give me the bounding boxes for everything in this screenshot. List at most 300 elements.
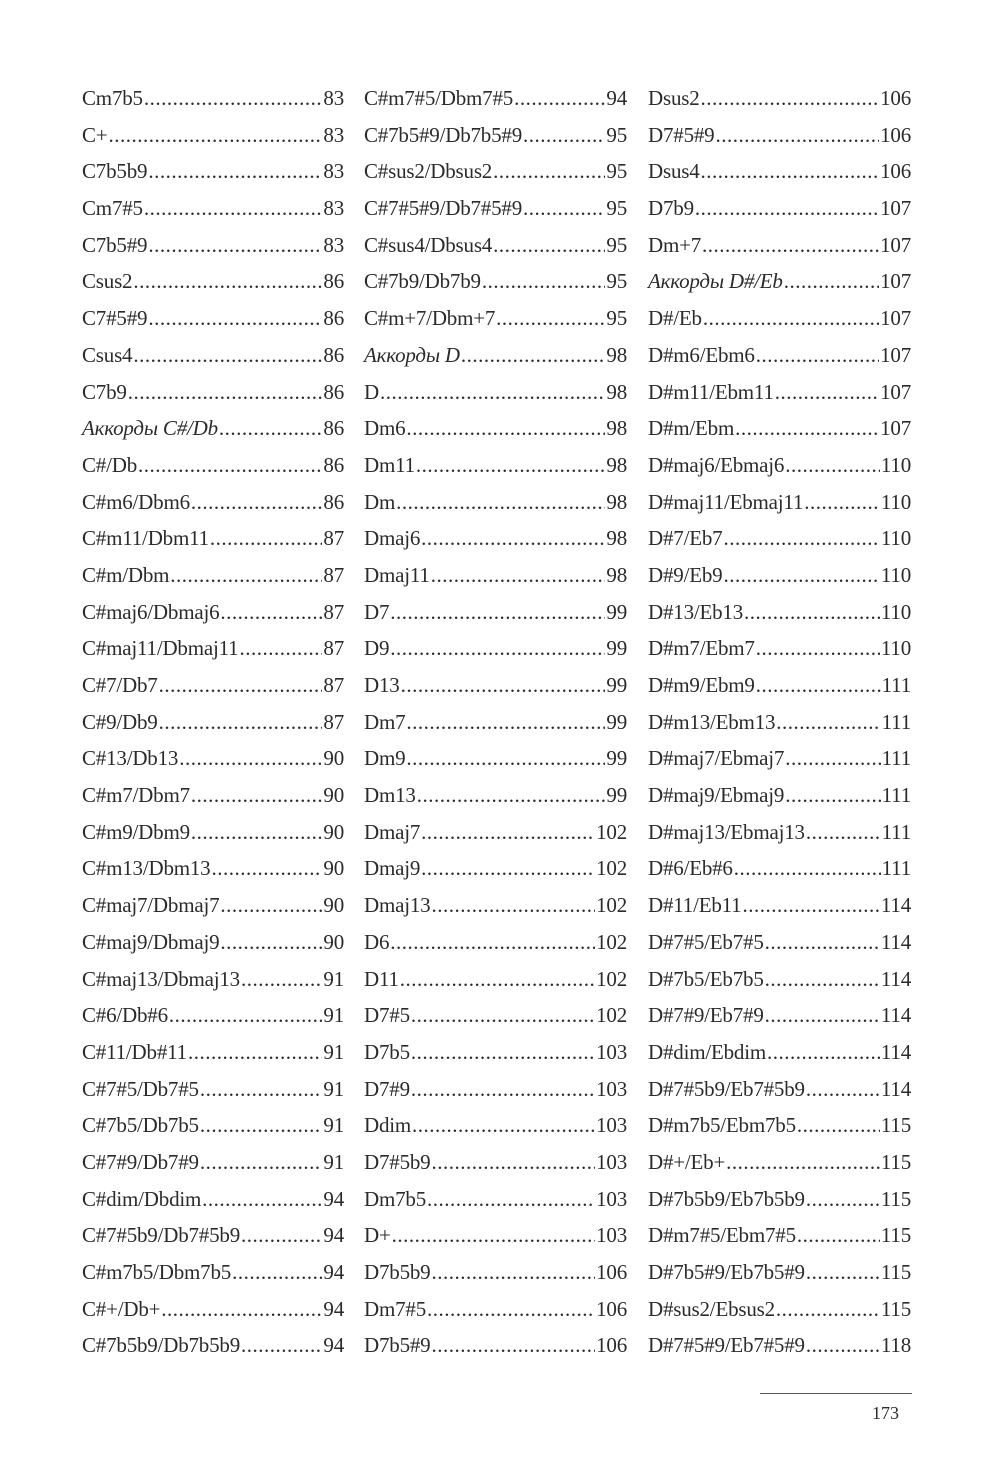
index-entry (648, 997, 911, 1034)
entry-name: Dm7 (364, 709, 406, 734)
dot-leader (785, 447, 880, 484)
entry-page: 90 (323, 746, 344, 771)
index-entry (648, 374, 911, 411)
entry-page: 94 (323, 1223, 344, 1248)
index-entry (364, 961, 627, 998)
entry-name: Csus2 (82, 269, 133, 294)
dot-leader (219, 410, 322, 447)
dot-leader (744, 594, 880, 631)
dot-leader (392, 1217, 595, 1254)
entry-name: C#maj9/Dbmaj9 (82, 929, 220, 954)
entry-name: D#7#9/Eb7#9 (648, 1003, 764, 1028)
index-entry (648, 704, 911, 741)
entry-page: 86 (323, 306, 344, 331)
dot-leader (806, 1181, 880, 1218)
dot-leader (390, 594, 605, 631)
entry-name: C#m7b5/Dbm7b5 (82, 1260, 232, 1284)
entry-page: 107 (880, 379, 911, 404)
index-entry (648, 850, 911, 887)
dot-leader (775, 374, 879, 411)
entry-page: 91 (323, 1076, 344, 1101)
dot-leader (200, 1107, 323, 1144)
index-entry (82, 1291, 344, 1328)
entry-name: C#7#5b9/Db7#5b9 (82, 1223, 241, 1248)
entry-name: C#maj13/Dbmaj13 (82, 966, 240, 991)
index-entry (364, 484, 627, 521)
index-entry (82, 740, 344, 777)
entry-name: D#m7b5/Ebm7b5 (648, 1113, 796, 1138)
index-entry (82, 190, 344, 227)
entry-page: 107 (880, 342, 911, 367)
entry-page: 98 (606, 342, 627, 367)
dot-leader (148, 227, 322, 264)
entry-page: 115 (880, 1296, 911, 1321)
entry-page: 99 (606, 746, 627, 771)
entry-name: D#m13/Ebm13 (648, 709, 776, 734)
dot-leader (496, 300, 605, 337)
entry-page: 106 (596, 1296, 627, 1321)
entry-name: C#sus2/Dbsus2 (364, 159, 493, 184)
entry-page: 90 (323, 856, 344, 881)
dot-leader (701, 153, 880, 190)
entry-page: 114 (880, 966, 911, 991)
dot-leader (191, 814, 323, 851)
entry-page: 95 (606, 269, 627, 294)
entry-page: 94 (323, 1296, 344, 1321)
entry-page: 98 (606, 416, 627, 441)
entry-page: 91 (323, 1039, 344, 1064)
entry-name: C#7/Db7 (82, 673, 158, 697)
entry-page: 86 (323, 269, 344, 294)
entry-page: 103 (596, 1039, 627, 1064)
entry-page: 87 (323, 599, 344, 624)
entry-name: D#m11/Ebm11 (648, 379, 774, 404)
entry-page: 86 (323, 379, 344, 404)
entry-page: 86 (323, 489, 344, 514)
entry-page: 103 (596, 1113, 627, 1138)
entry-name: C7b5b9 (82, 159, 148, 184)
dot-leader (804, 484, 880, 521)
entry-name: C#dim/Dbdim (82, 1186, 202, 1211)
entry-page: 90 (323, 893, 344, 918)
index-entry (82, 850, 344, 887)
dot-leader (241, 961, 322, 998)
dot-leader (148, 153, 322, 190)
entry-page: 107 (880, 306, 911, 331)
dot-leader (765, 961, 880, 998)
entry-page: 110 (880, 599, 911, 624)
entry-page: 111 (881, 709, 911, 734)
entry-name: D#dim/Ebdim (648, 1039, 766, 1064)
entry-name: Dmaj6 (364, 526, 421, 551)
dot-leader (756, 667, 881, 704)
dot-leader (200, 1144, 323, 1181)
index-entry (364, 1144, 627, 1181)
entry-page: 114 (880, 929, 911, 954)
index-entry (364, 227, 627, 264)
index-entry (648, 117, 911, 154)
index-entry (82, 1071, 344, 1108)
dot-leader (128, 374, 323, 411)
dot-leader (133, 337, 322, 374)
dot-leader (765, 924, 880, 961)
index-entry (364, 520, 627, 557)
dot-leader (431, 557, 606, 594)
dot-leader (493, 153, 605, 190)
dot-leader (715, 117, 879, 154)
dot-leader (390, 630, 605, 667)
dot-leader (159, 704, 323, 741)
entry-page: 98 (606, 562, 627, 587)
entry-page: 83 (323, 196, 344, 221)
entry-page: 110 (880, 526, 911, 551)
index-entry (648, 887, 911, 924)
dot-leader (170, 557, 322, 594)
entry-page: 94 (323, 1333, 344, 1358)
index-entry (364, 300, 627, 337)
dot-leader (421, 814, 595, 851)
entry-page: 99 (606, 636, 627, 661)
entry-name: Dsus2 (648, 86, 700, 110)
index-entry (82, 814, 344, 851)
entry-name: C#7b5#9/Db7b5#9 (364, 122, 523, 147)
dot-leader (431, 1327, 595, 1364)
dot-leader (416, 447, 605, 484)
index-entry (82, 630, 344, 667)
dot-leader (785, 740, 880, 777)
entry-name: Dm+7 (648, 232, 702, 257)
index-entry (82, 520, 344, 557)
entry-name: C#+/Db+ (82, 1296, 161, 1321)
entry-name: D#9/Eb9 (648, 562, 723, 587)
entry-page: 99 (606, 783, 627, 808)
index-column-1 (82, 80, 344, 1364)
entry-name: Dm (364, 489, 396, 514)
dot-leader (380, 374, 605, 411)
dot-leader (144, 80, 323, 117)
index-entry (364, 557, 627, 594)
entry-page: 103 (596, 1186, 627, 1211)
entry-name: Csus4 (82, 342, 133, 367)
index-entry (648, 814, 911, 851)
index-section-heading (648, 263, 911, 300)
entry-name: C#m9/Dbm9 (82, 819, 190, 844)
entry-name: D#/Eb (648, 306, 702, 331)
dot-leader (411, 1071, 595, 1108)
index-section-heading (364, 337, 627, 374)
index-entry (648, 1071, 911, 1108)
index-entry (82, 557, 344, 594)
entry-name: C#m7#5/Dbm7#5 (364, 86, 514, 110)
entry-name: C#m11/Dbm11 (82, 526, 209, 551)
index-entry (82, 117, 344, 154)
entry-page: 114 (880, 1039, 911, 1064)
dot-leader (241, 1327, 322, 1364)
entry-page: 107 (880, 416, 911, 441)
index-entry (82, 1217, 344, 1254)
index-entry (82, 374, 344, 411)
dot-leader (220, 924, 322, 961)
dot-leader (411, 1034, 595, 1071)
entry-name: C#m+7/Dbm+7 (364, 306, 496, 331)
entry-page: 87 (323, 636, 344, 661)
entry-name: C#7#9/Db7#9 (82, 1149, 199, 1174)
index-entry (648, 447, 911, 484)
entry-page: 91 (323, 1149, 344, 1174)
entry-name: D#maj6/Ebmaj6 (648, 452, 785, 477)
dot-leader (417, 777, 606, 814)
dot-leader (188, 1034, 322, 1071)
entry-name: D#13/Eb13 (648, 599, 744, 624)
dot-leader (241, 1217, 322, 1254)
entry-name: D7 (364, 599, 390, 624)
entry-name: C+ (82, 122, 108, 147)
entry-name: D#m9/Ebm9 (648, 673, 755, 697)
index-entry (82, 1034, 344, 1071)
entry-name: Dm7b5 (364, 1186, 427, 1211)
index-entry (364, 374, 627, 411)
entry-page: 114 (880, 1076, 911, 1101)
index-entry (648, 484, 911, 521)
dot-leader (797, 1107, 880, 1144)
dot-leader (784, 263, 879, 300)
index-entry (648, 1144, 911, 1181)
entry-name: C#11/Db#11 (82, 1039, 187, 1064)
entry-page: 103 (596, 1223, 627, 1248)
entry-page: 106 (880, 159, 911, 184)
index-entry (82, 1254, 344, 1291)
index-entry (82, 997, 344, 1034)
entry-page: 110 (880, 562, 911, 587)
dot-leader (159, 667, 323, 704)
index-entry (364, 447, 627, 484)
entry-page: 87 (323, 673, 344, 697)
entry-page: 95 (606, 122, 627, 147)
entry-name: D#7#5#9/Eb7#5#9 (648, 1333, 805, 1358)
entry-name: Dmaj7 (364, 819, 421, 844)
dot-leader (767, 1034, 880, 1071)
index-entry (364, 667, 627, 704)
entry-name: D7b5#9 (364, 1333, 431, 1358)
dot-leader (400, 961, 595, 998)
entry-name: D#7#5/Eb7#5 (648, 929, 764, 954)
entry-name: C#m7/Dbm7 (82, 783, 190, 808)
entry-name: D11 (364, 966, 399, 991)
dot-leader (785, 777, 880, 814)
entry-page: 110 (880, 636, 911, 661)
entry-name: D#7b5/Eb7b5 (648, 966, 764, 991)
entry-page: 102 (596, 966, 627, 991)
dot-leader (431, 887, 595, 924)
dot-leader (806, 1254, 880, 1291)
entry-page: 115 (880, 1113, 911, 1138)
dot-leader (239, 630, 322, 667)
entry-name: C#maj7/Dbmaj7 (82, 893, 220, 918)
entry-page: 94 (323, 1260, 344, 1284)
entry-name: D7#5 (364, 1003, 410, 1028)
entry-page: 99 (606, 599, 627, 624)
index-column-3 (648, 80, 911, 1364)
entry-name: Dmaj13 (364, 893, 431, 918)
dot-leader (133, 263, 322, 300)
entry-page: 86 (323, 452, 344, 477)
dot-leader (179, 740, 322, 777)
index-entry (364, 1254, 627, 1291)
index-entry (82, 227, 344, 264)
index-entry (364, 997, 627, 1034)
dot-leader (734, 850, 881, 887)
entry-page: 111 (881, 819, 911, 844)
dot-leader (406, 704, 605, 741)
index-entry (82, 300, 344, 337)
entry-name: D#m/Ebm (648, 416, 735, 441)
index-entry (82, 263, 344, 300)
entry-page: 98 (606, 489, 627, 514)
entry-page: 98 (606, 379, 627, 404)
entry-name: D#maj9/Ebmaj9 (648, 783, 785, 808)
entry-name: D#maj7/Ebmaj7 (648, 746, 785, 771)
dot-leader (412, 1107, 595, 1144)
entry-name: D7b5 (364, 1039, 410, 1064)
index-entry (364, 924, 627, 961)
index-entry (648, 1327, 911, 1364)
entry-page: 83 (323, 232, 344, 257)
entry-name: Аккорды C#/Db (82, 416, 218, 441)
index-entry (364, 80, 627, 117)
entry-name: D#m7/Ebm7 (648, 636, 755, 661)
dot-leader (108, 117, 322, 154)
dot-leader (776, 704, 880, 741)
entry-page: 83 (323, 122, 344, 147)
index-entry (364, 1327, 627, 1364)
dot-leader (406, 740, 605, 777)
entry-page: 111 (881, 746, 911, 771)
index-entry (82, 484, 344, 521)
index-entry (364, 263, 627, 300)
index-entry (648, 153, 911, 190)
entry-name: D7b5b9 (364, 1260, 431, 1284)
dot-leader (723, 520, 879, 557)
entry-name: Cm7#5 (82, 196, 143, 221)
dot-leader (401, 667, 606, 704)
entry-page: 91 (323, 1003, 344, 1028)
index-column-2 (364, 80, 627, 1364)
index-entry (364, 630, 627, 667)
index-entry (82, 1144, 344, 1181)
dot-leader (735, 410, 879, 447)
index-entry (364, 1291, 627, 1328)
dot-leader (220, 887, 322, 924)
entry-name: Ddim (364, 1113, 412, 1138)
dot-leader (742, 887, 879, 924)
entry-name: C7b5#9 (82, 232, 148, 257)
dot-leader (482, 263, 606, 300)
dot-leader (427, 1181, 595, 1218)
index-entry (82, 594, 344, 631)
entry-name: C#9/Db9 (82, 709, 158, 734)
dot-leader (202, 1181, 322, 1218)
entry-page: 107 (880, 232, 911, 257)
entry-name: D#6/Eb#6 (648, 856, 733, 881)
footer-rule (760, 1393, 912, 1394)
entry-page: 90 (323, 783, 344, 808)
dot-leader (220, 594, 322, 631)
entry-name: C#sus4/Dbsus4 (364, 232, 493, 257)
entry-page: 86 (323, 416, 344, 441)
entry-page: 111 (881, 673, 911, 697)
entry-name: Dm11 (364, 452, 415, 477)
entry-name: Dm7#5 (364, 1296, 427, 1321)
entry-name: C7#5#9 (82, 306, 148, 331)
index-entry (364, 887, 627, 924)
entry-name: D+ (364, 1223, 391, 1248)
dot-leader (514, 80, 605, 117)
entry-name: C#m13/Dbm13 (82, 856, 211, 881)
entry-name: C#7b5b9/Db7b5b9 (82, 1333, 241, 1358)
entry-page: 95 (606, 232, 627, 257)
dot-leader (806, 814, 881, 851)
index-entry (82, 777, 344, 814)
dot-leader (493, 227, 605, 264)
index-entry (648, 337, 911, 374)
entry-name: Dm6 (364, 416, 406, 441)
index-entry (364, 1217, 627, 1254)
dot-leader (148, 300, 322, 337)
entry-name: Dmaj11 (364, 562, 430, 587)
entry-page: 110 (880, 452, 911, 477)
entry-name: D#7/Eb7 (648, 526, 723, 551)
index-entry (364, 1071, 627, 1108)
entry-name: D7#5b9 (364, 1149, 431, 1174)
dot-leader (390, 924, 595, 961)
index-entry (364, 1034, 627, 1071)
entry-name: Dm13 (364, 783, 416, 808)
entry-page: 90 (323, 819, 344, 844)
entry-page: 118 (880, 1333, 911, 1358)
entry-page: 111 (881, 856, 911, 881)
index-entry (82, 961, 344, 998)
dot-leader (701, 80, 880, 117)
dot-leader (138, 447, 322, 484)
entry-page: 99 (606, 709, 627, 734)
index-entry (648, 520, 911, 557)
index-entry (648, 1034, 911, 1071)
index-section-heading (82, 410, 344, 447)
index-entry (82, 924, 344, 961)
entry-name: D7b9 (648, 196, 694, 221)
entry-name: D#7#5b9/Eb7#5b9 (648, 1076, 805, 1101)
entry-name: Аккорды D#/Eb (648, 269, 783, 294)
index-entry (82, 337, 344, 374)
entry-page: 103 (596, 1149, 627, 1174)
dot-leader (723, 557, 879, 594)
index-entry (648, 594, 911, 631)
dot-leader (421, 520, 605, 557)
entry-name: D#7b5b9/Eb7b5b9 (648, 1186, 805, 1211)
entry-page: 114 (880, 1003, 911, 1028)
dot-leader (144, 190, 323, 227)
entry-name: D#11/Eb11 (648, 893, 742, 918)
index-entry (648, 1217, 911, 1254)
dot-leader (169, 997, 322, 1034)
dot-leader (461, 337, 606, 374)
dot-leader (200, 1071, 323, 1108)
entry-page: 106 (880, 122, 911, 147)
index-entry (364, 740, 627, 777)
dot-leader (210, 520, 322, 557)
entry-page: 95 (606, 159, 627, 184)
entry-page: 107 (880, 196, 911, 221)
